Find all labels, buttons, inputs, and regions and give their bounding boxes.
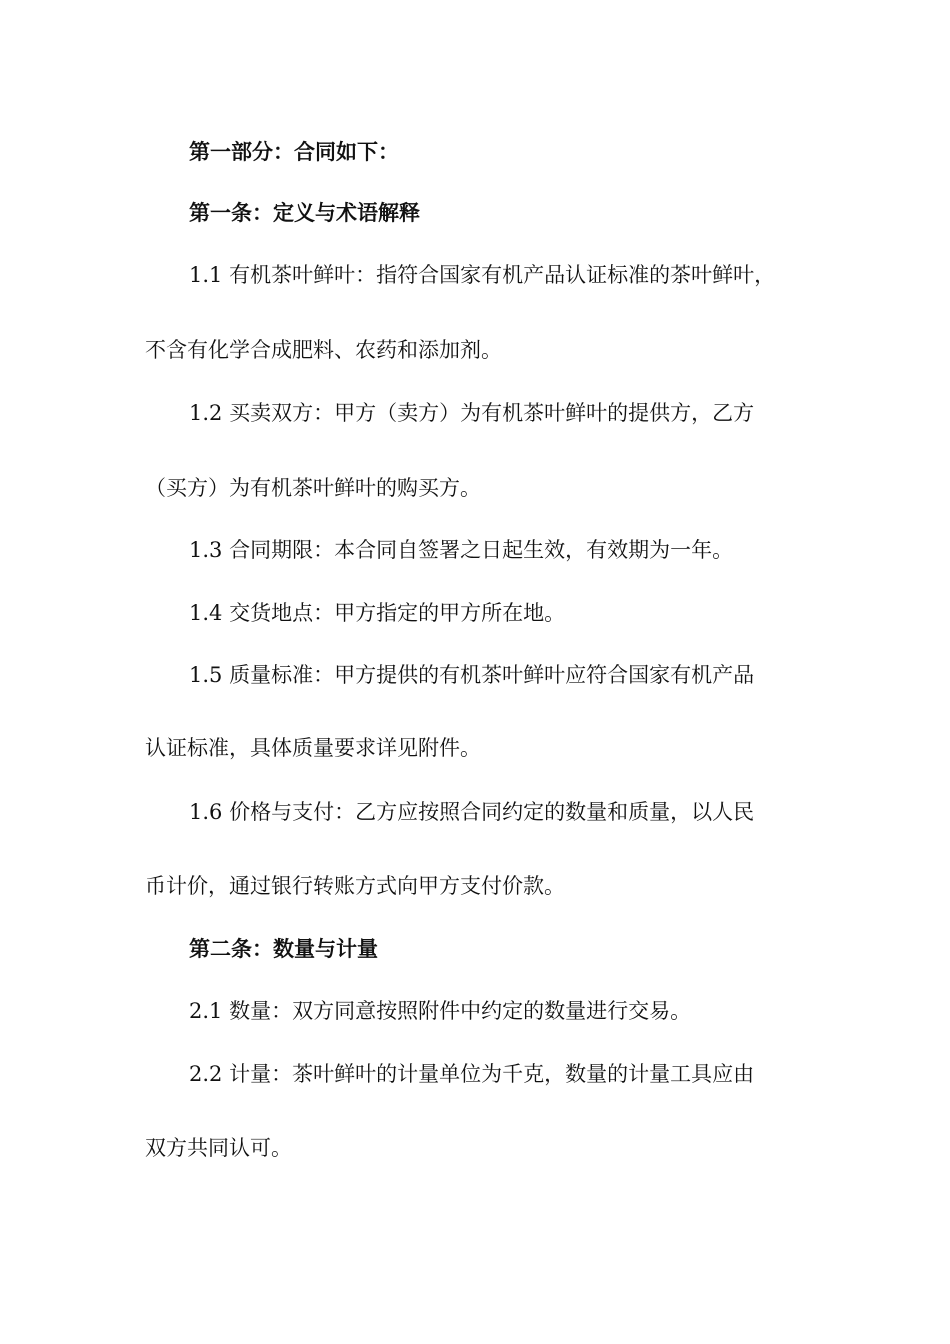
clause-1-6-line-1: 1.6 价格与支付：乙方应按照合同约定的数量和质量，以人民 xyxy=(189,800,755,824)
clause-1-1-line-1: 1.1 有机茶叶鲜叶：指符合国家有机产品认证标准的茶叶鲜叶， xyxy=(189,263,776,287)
clause-1-5-line-1: 1.5 质量标准：甲方提供的有机茶叶鲜叶应符合国家有机产品 xyxy=(189,663,755,687)
article-1-heading: 第一条：定义与术语解释 xyxy=(189,201,420,225)
clause-1-6-line-2: 币计价，通过银行转账方式向甲方支付价款。 xyxy=(145,874,565,898)
clause-1-2-line-1: 1.2 买卖双方：甲方（卖方）为有机茶叶鲜叶的提供方，乙方 xyxy=(189,401,755,425)
clause-1-4: 1.4 交货地点：甲方指定的甲方所在地。 xyxy=(189,601,566,625)
clause-2-2-line-2: 双方共同认可。 xyxy=(145,1136,292,1160)
article-2-heading: 第二条：数量与计量 xyxy=(189,937,378,961)
clause-1-3: 1.3 合同期限：本合同自签署之日起生效，有效期为一年。 xyxy=(189,538,734,562)
clause-1-2-line-2: （买方）为有机茶叶鲜叶的购买方。 xyxy=(145,476,481,500)
clause-1-5-line-2: 认证标准，具体质量要求详见附件。 xyxy=(145,736,481,760)
clause-2-1: 2.1 数量：双方同意按照附件中约定的数量进行交易。 xyxy=(189,999,692,1023)
clause-2-2-line-1: 2.2 计量：茶叶鲜叶的计量单位为千克，数量的计量工具应由 xyxy=(189,1062,755,1086)
clause-1-1-line-2: 不含有化学合成肥料、农药和添加剂。 xyxy=(145,338,502,362)
part-heading: 第一部分：合同如下： xyxy=(189,140,399,164)
